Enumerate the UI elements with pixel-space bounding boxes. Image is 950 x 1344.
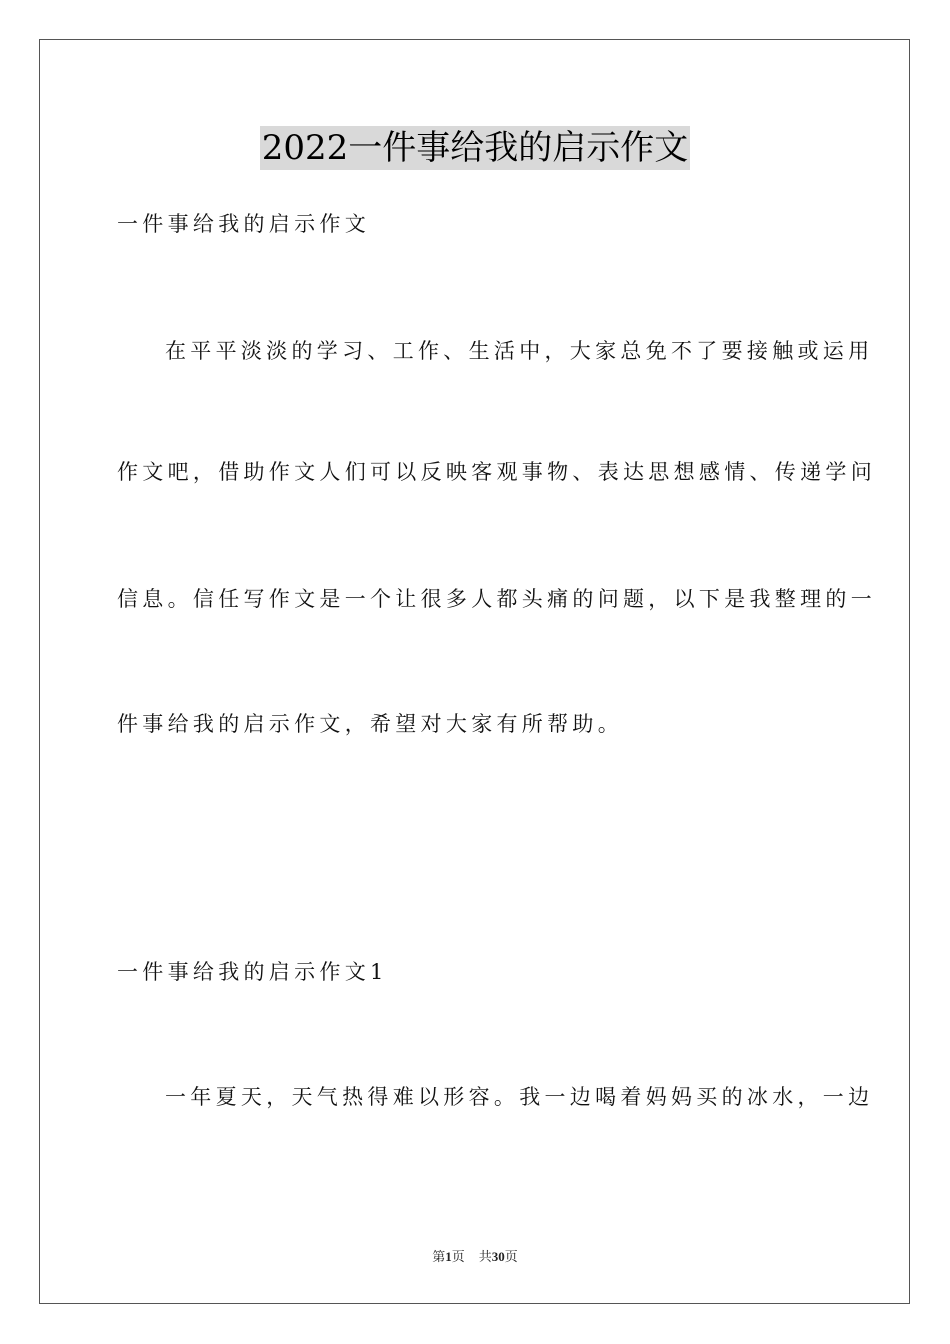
page-number: 1 <box>445 1249 452 1264</box>
paragraph-line: 信息。信任写作文是一个让很多人都头痛的问题，以下是我整理的一 <box>117 587 876 611</box>
paragraph-line: 作文吧，借助作文人们可以反映客观事物、表达思想感情、传递学问 <box>117 460 876 484</box>
total-prefix: 共 <box>478 1250 492 1265</box>
paragraph-line: 在平平淡淡的学习、工作、生活中，大家总免不了要接触或运用 <box>165 339 874 363</box>
total-suffix: 页 <box>504 1250 518 1265</box>
document-title: 2022一件事给我的启示作文 <box>261 128 689 168</box>
paragraph-line: 件事给我的启示作文，希望对大家有所帮助。 <box>117 712 623 736</box>
page-suffix: 页 <box>451 1250 465 1265</box>
section-heading: 一件事给我的启示作文1 <box>117 960 388 984</box>
page-prefix: 第 <box>432 1250 446 1265</box>
paragraph-line: 一年夏天，天气热得难以形容。我一边喝着妈妈买的冰水，一边 <box>165 1085 874 1109</box>
section-heading: 一件事给我的启示作文 <box>117 212 370 236</box>
total-pages: 30 <box>491 1249 505 1264</box>
page-footer <box>0 1248 950 1267</box>
title-container <box>0 126 950 170</box>
